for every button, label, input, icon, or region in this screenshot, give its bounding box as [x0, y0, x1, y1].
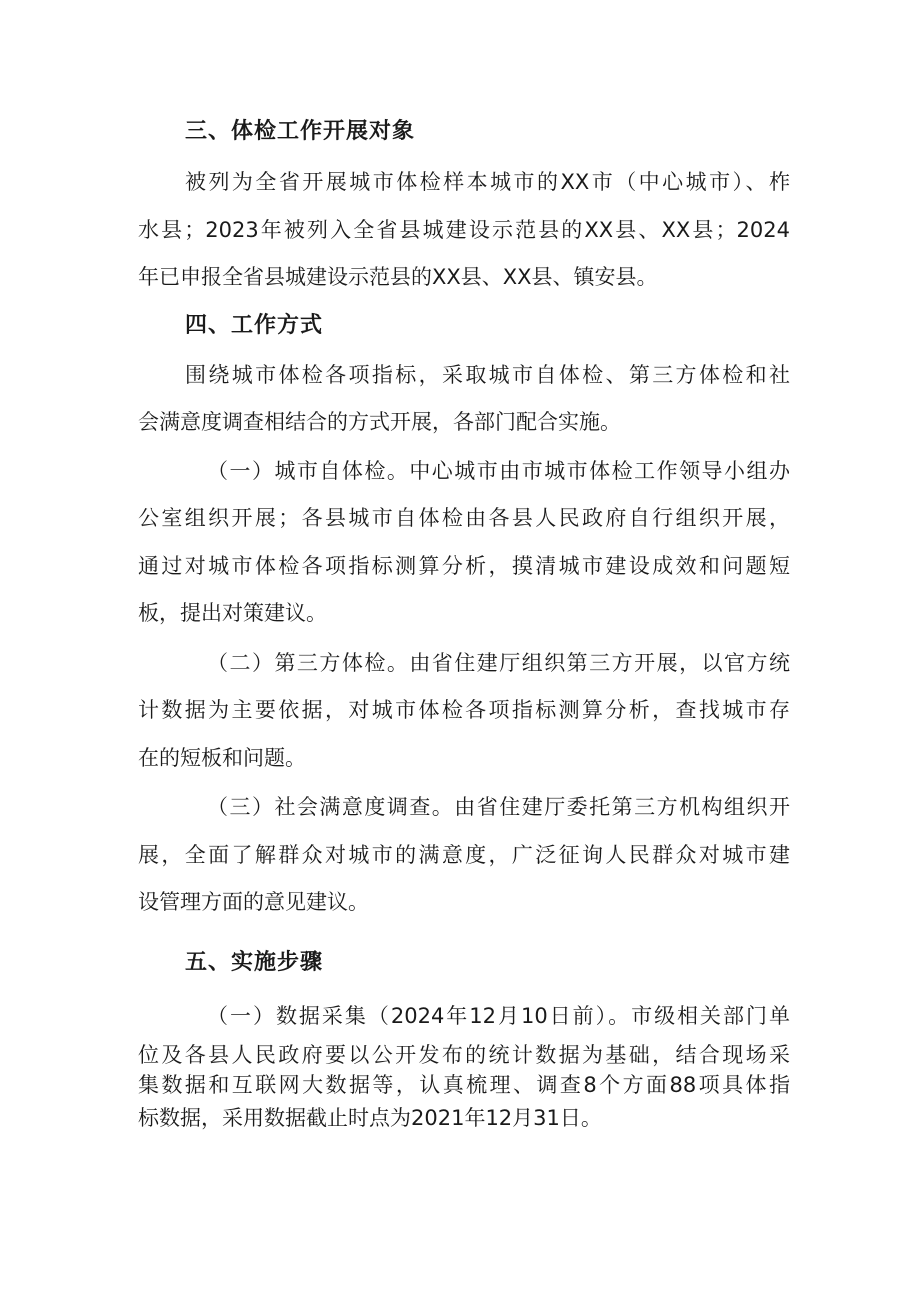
paragraph-line: 会满意度调查相结合的方式开展，各部门配合实施。 [138, 410, 621, 434]
paragraph-line: 水县；2023年被列入全省县城建设示范县的XX县、XX县；2024 [138, 218, 790, 242]
paragraph-line: 集数据和互联网大数据等，认真梳理、调查8个方面88项具体指 [138, 1073, 790, 1097]
paragraph-line: 在的短板和问题。 [138, 746, 306, 770]
paragraph-line: 位及各县人民政府要以公开发布的统计数据为基础，结合现场采 [138, 1043, 790, 1067]
paragraph-line: 计数据为主要依据，对城市体检各项指标测算分析，查找城市存 [138, 698, 790, 722]
paragraph-line: （一）数据采集（2024年12月10日前）。市级相关部门单 [207, 1004, 790, 1028]
paragraph-line: （三）社会满意度调查。由省住建厅委托第三方机构组织开 [207, 795, 790, 819]
paragraph-line: 年已申报全省县城建设示范县的XX县、XX县、镇安县。 [138, 265, 658, 289]
paragraph-line: （二）第三方体检。由省住建厅组织第三方开展，以官方统 [207, 651, 790, 675]
paragraph-line: 展，全面了解群众对城市的满意度，广泛征询人民群众对城市建 [138, 843, 790, 867]
paragraph-line: 标数据，采用数据截止时点为2021年12月31日。 [138, 1106, 602, 1130]
paragraph-line: 围绕城市体检各项指标，采取城市自体检、第三方体检和社 [185, 363, 790, 387]
section-heading-3: 三、体检工作开展对象 [185, 119, 416, 144]
paragraph-line: 被列为全省开展城市体检样本城市的XX市（中心城市）、柞 [185, 170, 790, 194]
paragraph-line: 公室组织开展；各县城市自体检由各县人民政府自行组织开展， [138, 506, 790, 530]
section-heading-4: 四、工作方式 [185, 313, 324, 338]
paragraph-line: （一）城市自体检。中心城市由市城市体检工作领导小组办 [207, 459, 790, 483]
paragraph-line: 板，提出对策建议。 [138, 601, 327, 625]
paragraph-line: 设管理方面的意见建议。 [138, 890, 369, 914]
section-heading-5: 五、实施步骤 [185, 950, 324, 975]
paragraph-line: 通过对城市体检各项指标测算分析，摸清城市建设成效和问题短 [138, 554, 790, 578]
